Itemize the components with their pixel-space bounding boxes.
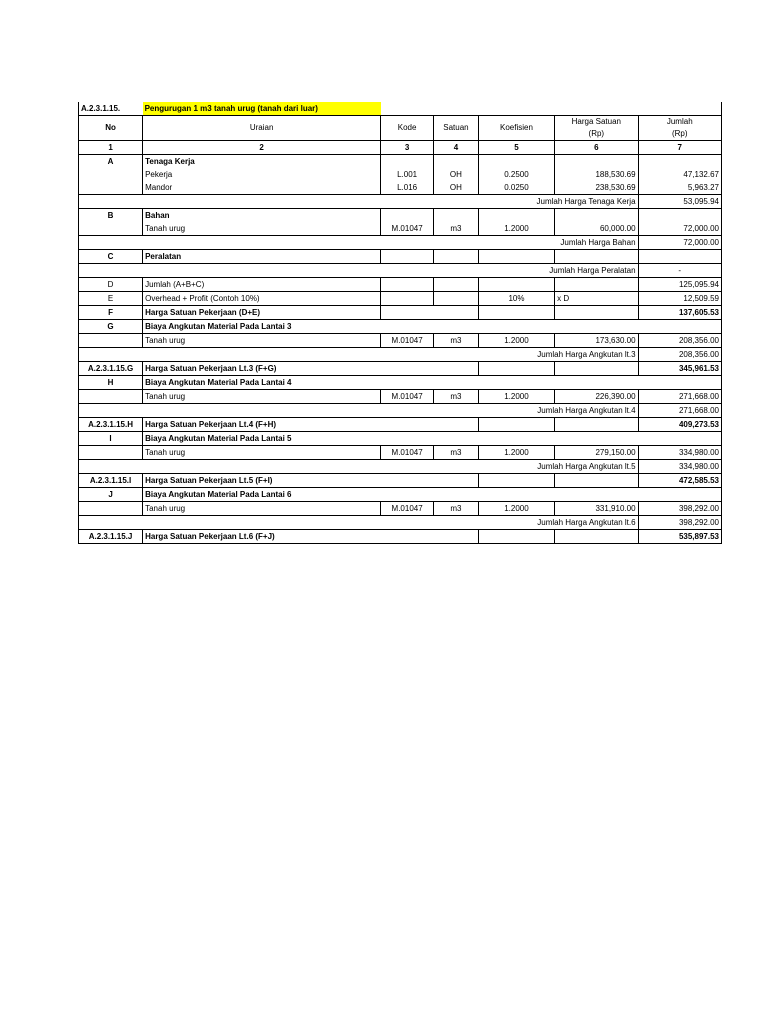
floor-title: Biaya Angkutan Material Pada Lantai 3 [143, 320, 381, 334]
floor-title: Biaya Angkutan Material Pada Lantai 6 [143, 488, 381, 502]
item-harga: 279,150.00 [555, 446, 638, 460]
table-row [79, 181, 722, 195]
column-number-row [79, 141, 722, 155]
item-satuan: m3 [434, 446, 479, 460]
subtotal-row [79, 195, 722, 209]
subtotal-label: Jumlah Harga Angkutan lt.5 [478, 460, 638, 474]
summary-row-f [79, 306, 722, 320]
col-number: 4 [434, 141, 479, 155]
row-harga: x D [555, 292, 638, 306]
floor-title: Biaya Angkutan Material Pada Lantai 4 [143, 376, 381, 390]
subtotal-label: Jumlah Harga Angkutan lt.3 [478, 348, 638, 362]
header-satuan: Satuan [434, 116, 479, 141]
col-number: 5 [478, 141, 554, 155]
section-title: Pengurugan 1 m3 tanah urug (tanah dari luar) [143, 102, 381, 116]
group-title: Tenaga Kerja [143, 155, 381, 169]
header-harga-line2: (Rp) [588, 129, 605, 138]
header-harga-satuan [555, 116, 638, 141]
header-uraian: Uraian [143, 116, 381, 141]
row-uraian: Harga Satuan Pekerjaan (D+E) [143, 306, 381, 320]
row-koefisien: 10% [478, 292, 554, 306]
item-satuan: m3 [434, 334, 479, 348]
item-uraian: Tanah urug [143, 222, 381, 236]
item-uraian: Tanah urug [143, 390, 381, 404]
floor-title-row [79, 320, 722, 334]
item-koefisien: 1.2000 [478, 502, 554, 516]
header-jumlah-line1: Jumlah [666, 117, 693, 126]
item-uraian: Pekerja [143, 168, 381, 181]
subtotal-label: Jumlah Harga Bahan [478, 236, 638, 250]
item-uraian: Tanah urug [143, 334, 381, 348]
item-koefisien: 1.2000 [478, 446, 554, 460]
item-kode: M.01047 [381, 446, 434, 460]
subtotal-value: 271,668.00 [638, 404, 721, 418]
item-jumlah: 72,000.00 [638, 222, 721, 236]
subtotal-row [79, 348, 722, 362]
header-kode: Kode [381, 116, 434, 141]
subtotal-label: Jumlah Harga Angkutan lt.6 [478, 516, 638, 530]
item-jumlah: 47,132.67 [638, 168, 721, 181]
table-row [79, 168, 722, 181]
subtotal-label: Jumlah Harga Angkutan lt.4 [478, 404, 638, 418]
subtotal-value: 398,292.00 [638, 516, 721, 530]
row-uraian: Jumlah (A+B+C) [143, 278, 381, 292]
header-no: No [79, 116, 143, 141]
header-harga-line1: Harga Satuan [571, 117, 621, 126]
header-jumlah-line2: (Rp) [671, 129, 688, 138]
floor-no: J [79, 488, 143, 502]
subtotal-label: Jumlah Harga Tenaga Kerja [478, 195, 638, 209]
floor-total-label: Harga Satuan Pekerjaan Lt.3 (F+G) [143, 362, 381, 376]
floor-title-row [79, 488, 722, 502]
item-satuan: m3 [434, 502, 479, 516]
item-harga: 226,390.00 [555, 390, 638, 404]
group-title: Peralatan [143, 250, 381, 264]
row-uraian: Overhead + Profit (Contoh 10%) [143, 292, 381, 306]
floor-code: A.2.3.1.15.I [79, 474, 143, 488]
group-title: Bahan [143, 209, 381, 223]
col-number: 1 [79, 141, 143, 155]
subtotal-row [79, 264, 722, 278]
col-number: 7 [638, 141, 721, 155]
row-jumlah: 12,509.59 [638, 292, 721, 306]
group-a-title-row [79, 155, 722, 169]
floor-no: H [79, 376, 143, 390]
subtotal-row [79, 516, 722, 530]
item-kode: M.01047 [381, 502, 434, 516]
item-harga: 188,530.69 [555, 168, 638, 181]
row-no: F [79, 306, 143, 320]
item-koefisien: 1.2000 [478, 390, 554, 404]
subtotal-row [79, 460, 722, 474]
subtotal-value: 208,356.00 [638, 348, 721, 362]
table-row [79, 334, 722, 348]
section-code: A.2.3.1.15. [79, 102, 143, 116]
floor-code: A.2.3.1.15.J [79, 530, 143, 544]
floor-total-value: 535,897.53 [638, 530, 721, 544]
col-number: 3 [381, 141, 434, 155]
table-row [79, 446, 722, 460]
floor-total-value: 409,273.53 [638, 418, 721, 432]
group-b-title-row [79, 209, 722, 223]
floor-total-row [79, 362, 722, 376]
floor-total-value: 472,585.53 [638, 474, 721, 488]
item-satuan: OH [434, 168, 479, 181]
item-koefisien: 0.0250 [478, 181, 554, 195]
item-kode: M.01047 [381, 222, 434, 236]
item-kode: M.01047 [381, 334, 434, 348]
section-title-row [79, 102, 722, 116]
header-row [79, 116, 722, 141]
row-jumlah: 125,095.94 [638, 278, 721, 292]
floor-no: G [79, 320, 143, 334]
item-jumlah: 271,668.00 [638, 390, 721, 404]
item-harga: 331,910.00 [555, 502, 638, 516]
subtotal-row [79, 236, 722, 250]
group-c-title-row [79, 250, 722, 264]
item-harga: 173,630.00 [555, 334, 638, 348]
item-harga: 238,530.69 [555, 181, 638, 195]
item-harga: 60,000.00 [555, 222, 638, 236]
subtotal-value: 72,000.00 [638, 236, 721, 250]
subtotal-value: 334,980.00 [638, 460, 721, 474]
floor-total-label: Harga Satuan Pekerjaan Lt.6 (F+J) [143, 530, 381, 544]
item-kode: L.016 [381, 181, 434, 195]
item-koefisien: 0.2500 [478, 168, 554, 181]
table-row [79, 502, 722, 516]
header-koefisien: Koefisien [478, 116, 554, 141]
item-jumlah: 5,963.27 [638, 181, 721, 195]
item-uraian: Mandor [143, 181, 381, 195]
item-uraian: Tanah urug [143, 502, 381, 516]
subtotal-value: 53,095.94 [638, 195, 721, 209]
item-koefisien: 1.2000 [478, 334, 554, 348]
row-no: E [79, 292, 143, 306]
item-koefisien: 1.2000 [478, 222, 554, 236]
floor-total-label: Harga Satuan Pekerjaan Lt.4 (F+H) [143, 418, 381, 432]
header-jumlah [638, 116, 721, 141]
floor-total-row [79, 474, 722, 488]
floor-title-row [79, 432, 722, 446]
subtotal-row [79, 404, 722, 418]
item-satuan: m3 [434, 222, 479, 236]
item-jumlah: 334,980.00 [638, 446, 721, 460]
summary-row-d [79, 278, 722, 292]
floor-title: Biaya Angkutan Material Pada Lantai 5 [143, 432, 381, 446]
item-kode: L.001 [381, 168, 434, 181]
row-jumlah: 137,605.53 [638, 306, 721, 320]
item-satuan: m3 [434, 390, 479, 404]
floor-title-row [79, 376, 722, 390]
item-jumlah: 208,356.00 [638, 334, 721, 348]
floor-total-row [79, 530, 722, 544]
floor-total-row [79, 418, 722, 432]
group-no: B [79, 209, 143, 223]
group-no: C [79, 250, 143, 264]
row-no: D [79, 278, 143, 292]
summary-row-e [79, 292, 722, 306]
item-satuan: OH [434, 181, 479, 195]
group-no: A [79, 155, 143, 169]
table-row [79, 390, 722, 404]
floor-total-label: Harga Satuan Pekerjaan Lt.5 (F+I) [143, 474, 381, 488]
item-jumlah: 398,292.00 [638, 502, 721, 516]
col-number: 2 [143, 141, 381, 155]
floor-no: I [79, 432, 143, 446]
item-uraian: Tanah urug [143, 446, 381, 460]
subtotal-value: - [638, 264, 721, 278]
col-number: 6 [555, 141, 638, 155]
table-row [79, 222, 722, 236]
subtotal-label: Jumlah Harga Peralatan [478, 264, 638, 278]
floor-total-value: 345,961.53 [638, 362, 721, 376]
floor-code: A.2.3.1.15.H [79, 418, 143, 432]
item-kode: M.01047 [381, 390, 434, 404]
cost-analysis-table [78, 102, 722, 544]
floor-code: A.2.3.1.15.G [79, 362, 143, 376]
